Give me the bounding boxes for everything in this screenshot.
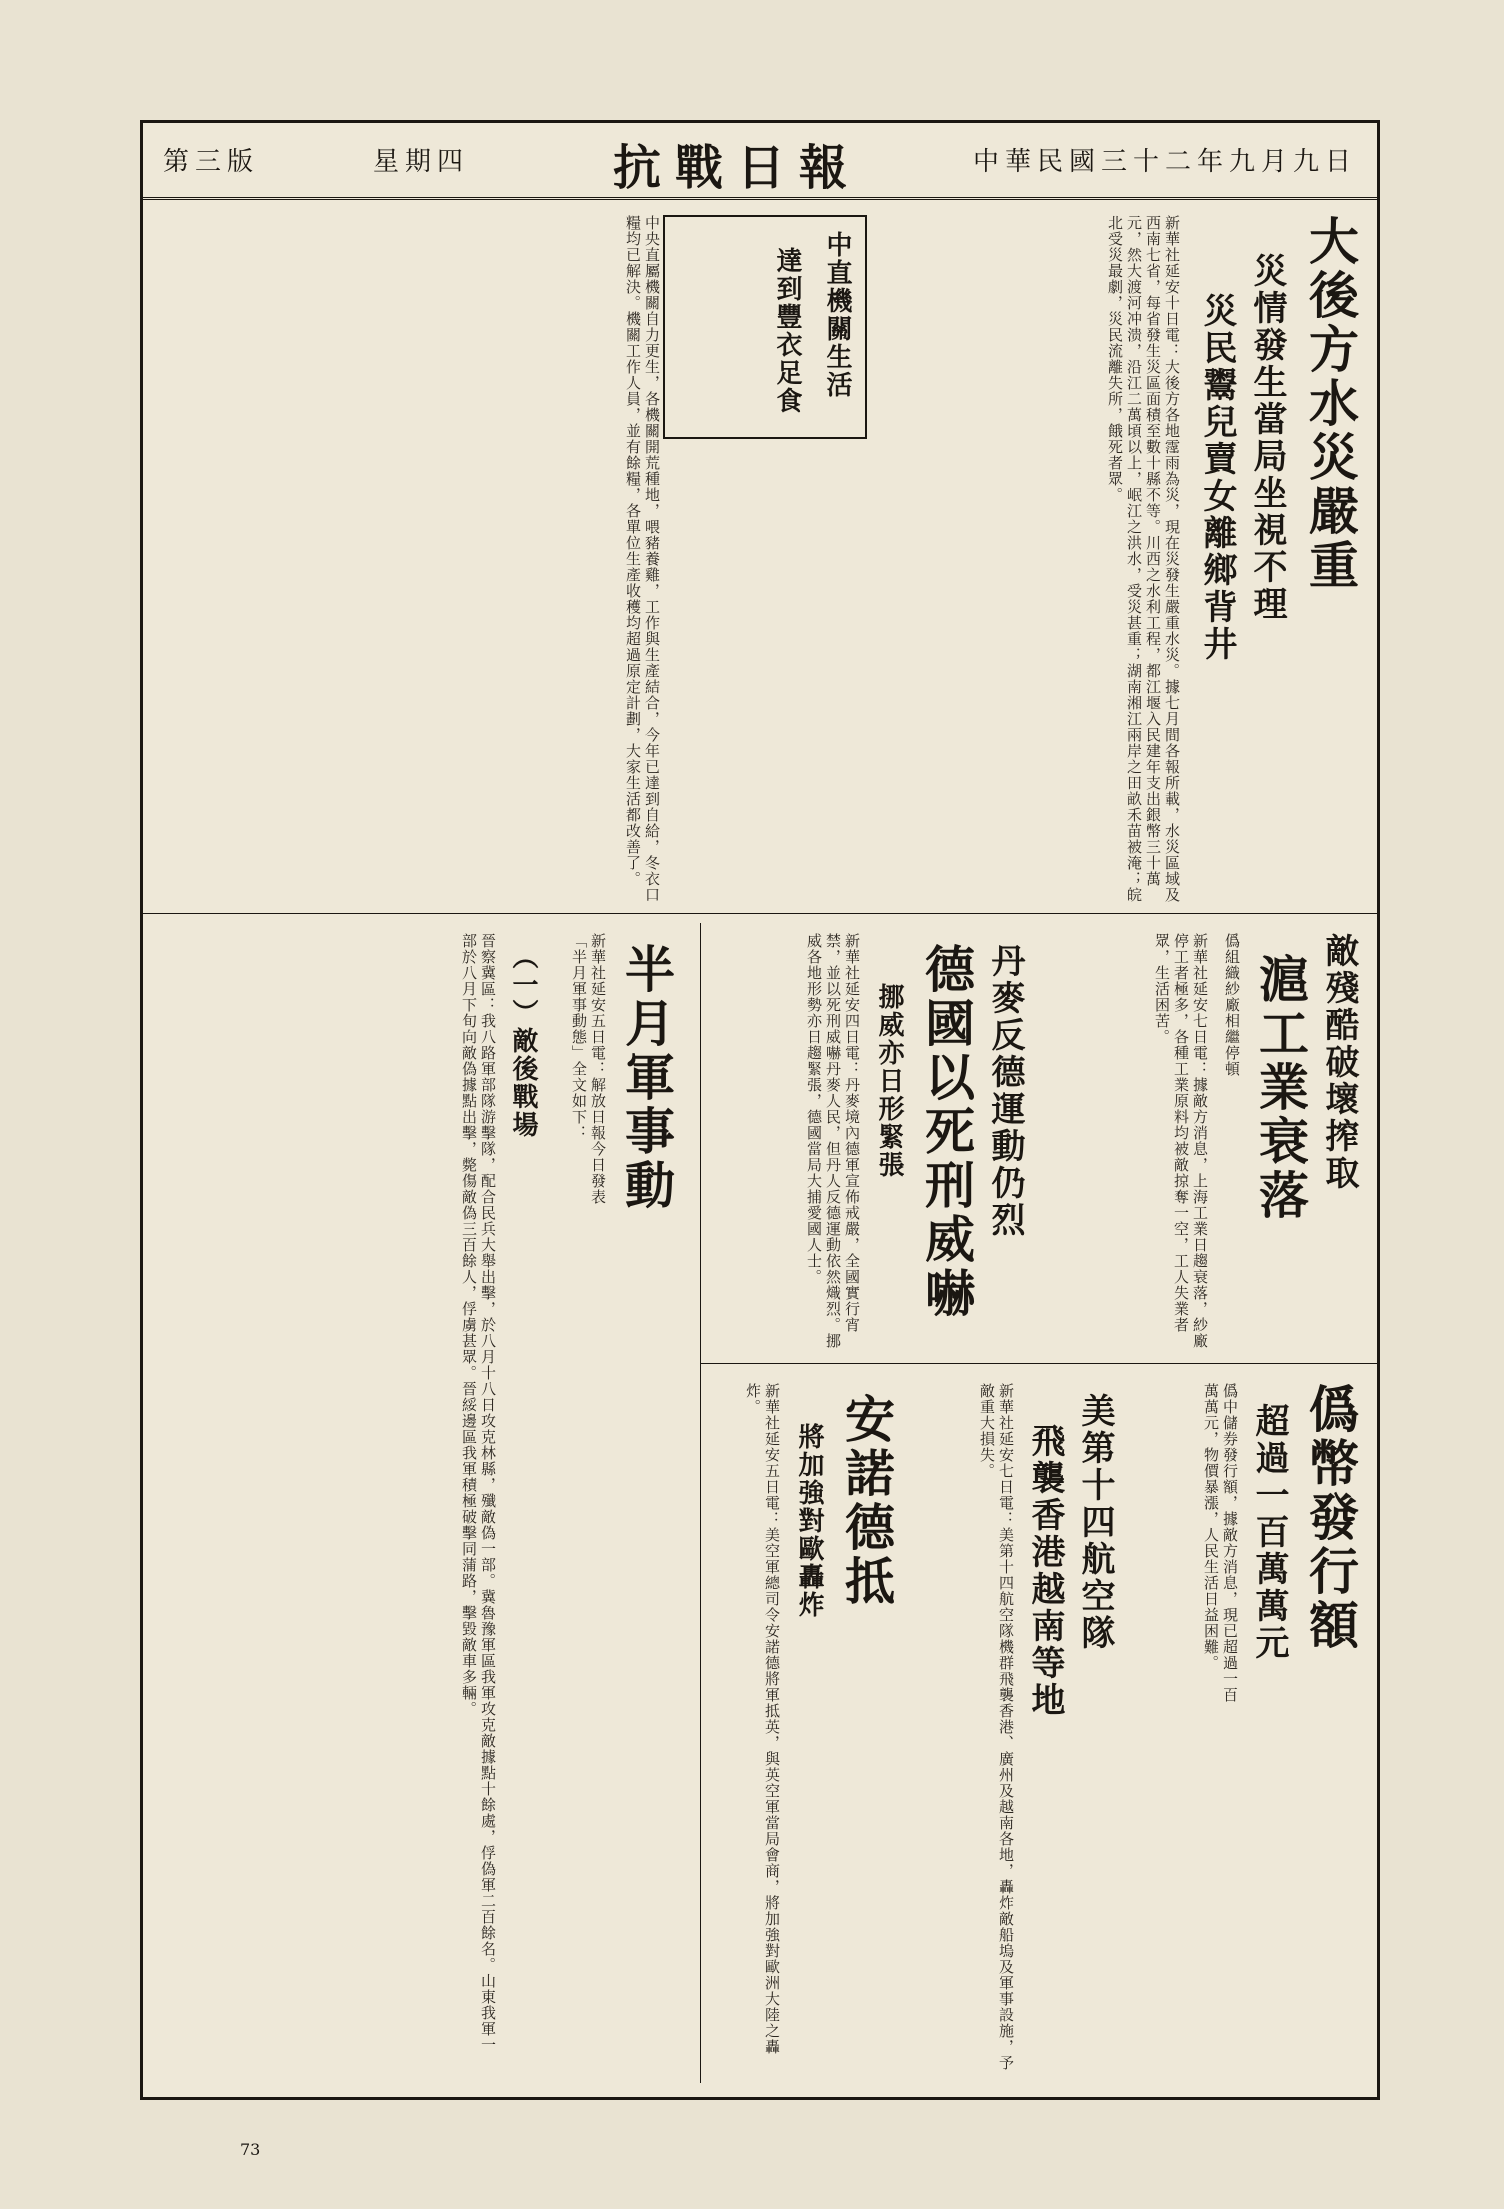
flood-subheadline-1: 災情發生當局坐視不理 xyxy=(1247,253,1287,623)
denmark-kicker: 丹麥反德運動仍烈 xyxy=(985,943,1025,1239)
issue-date: 中華民國三十二年九月九日 xyxy=(972,147,1357,177)
usairforce-subheadline: 飛襲香港越南等地 xyxy=(1025,1423,1065,1719)
shanghai-headline: 滬工業衰落 xyxy=(1251,953,1310,1223)
masthead xyxy=(143,123,1377,200)
shanghai-kicker: 敵殘酷破壞搾取 xyxy=(1319,933,1359,1192)
usairforce-body: 新華社延安七日電：美第十四航空隊機群飛襲香港、廣州及越南各地，轟炸敵船塢及軍事設施，予敵重大損失。 xyxy=(978,1383,1015,2071)
lower-divider xyxy=(701,1363,1377,1364)
flood-body: 新華社延安十日電：大後方各地霪雨為災，現在災發生嚴重水災。據七月間各報所載，水災區域及西南七省，每省發生災區面積至數十縣不等。川西之水利工程，都江堰入民建年支出銀幣三十萬元，然大渡河冲溃，沿江二萬頃以上，岷江之洪水，受災甚重；湖南湘江兩岸之田畝禾苗被淹；皖北受災最劇，災民流離失所，餓死者眾。 xyxy=(1106,215,1181,903)
newspaper-title: 抗戰日報 xyxy=(613,140,862,196)
anzio-subheadline: 將加強對歐轟炸 xyxy=(794,1423,824,1619)
halfmonth-intro: 新華社延安五日電：解放日報今日發表「半月軍事動態」全文如下： xyxy=(570,933,607,1205)
denmark-subheadline: 挪威亦日形緊張 xyxy=(874,983,904,1179)
weekday-label: 星期四 xyxy=(373,147,470,177)
cadre-box xyxy=(663,215,867,439)
cadre-body: 中央直屬機關自力更生，各機關開荒種地，喂豬養雞，工作與生產結合，今年已達到自給，冬衣口糧均已解決。機關工作人員，並有餘糧，各單位生產收穫均超過原定計劃，大家生活都改善了。 xyxy=(624,215,661,903)
cadre-headline: 中直機關生活 xyxy=(822,231,852,399)
page-number: 73 xyxy=(240,2140,261,2159)
usairforce-headline: 美第十四航空隊 xyxy=(1075,1393,1115,1652)
anzio-headline: 安諾德抵 xyxy=(837,1393,896,1609)
currency-body: 僞中儲券發行額，據敵方消息，現已超過一百萬萬元，物價暴漲，人民生活日益困難。 xyxy=(1202,1383,1239,1703)
halfmonth-body: 晉察冀區：我八路軍部隊游擊隊，配合民兵大舉出擊，於八月十八日攻克林縣，殲敵偽一部。冀魯豫軍區我軍攻克敵據點十餘處，俘偽軍二百餘名。山東我軍一部於八月下旬向敵偽據點出擊，斃傷敵偽三百餘人，俘虜甚眾。晉綏邊區我軍積極破擊同蒲路，擊毀敵車多輛。 xyxy=(460,933,497,2053)
column-rule xyxy=(700,923,701,2083)
flood-subheadline-2: 災民鬻兒賣女離鄉背井 xyxy=(1197,293,1237,663)
cadre-subheadline: 達到豐衣足食 xyxy=(772,247,802,415)
denmark-body: 新華社延安四日電：丹麥境內德軍宣佈戒嚴，全國實行宵禁，並以死刑威嚇丹麥人民，但丹人反德運動依然熾烈。挪威各地形勢亦日趨緊張，德國當局大捕愛國人士。 xyxy=(805,933,861,1349)
currency-subheadline: 超過一百萬萬元 xyxy=(1249,1403,1289,1662)
shanghai-body: 新華社延安七日電：據敵方消息，上海工業日趨衰落，紗廠停工者極多，各種工業原料均被敵掠奪一空，工人失業者眾，生活困苦。 xyxy=(1153,933,1209,1349)
anzio-body: 新華社延安五日電：美空軍總司令安諾德將軍抵英，與英空軍當局會商，將加強對歐洲大陸之轟炸。 xyxy=(744,1383,781,2055)
newspaper-page xyxy=(140,120,1380,2100)
edition-label: 第三版 xyxy=(163,147,260,177)
currency-headline: 僞幣發行額 xyxy=(1301,1383,1360,1653)
halfmonth-headline: 半月軍事動 xyxy=(617,943,676,1213)
halfmonth-section-1: （一）敵後戰場 xyxy=(508,943,538,1139)
flood-headline: 大後方水災嚴重 xyxy=(1301,215,1360,593)
section-divider xyxy=(143,913,1377,914)
shanghai-subheadline: 僞組織紗廠相繼停頓 xyxy=(1223,933,1241,1077)
denmark-headline: 德國以死刑威嚇 xyxy=(917,943,976,1321)
